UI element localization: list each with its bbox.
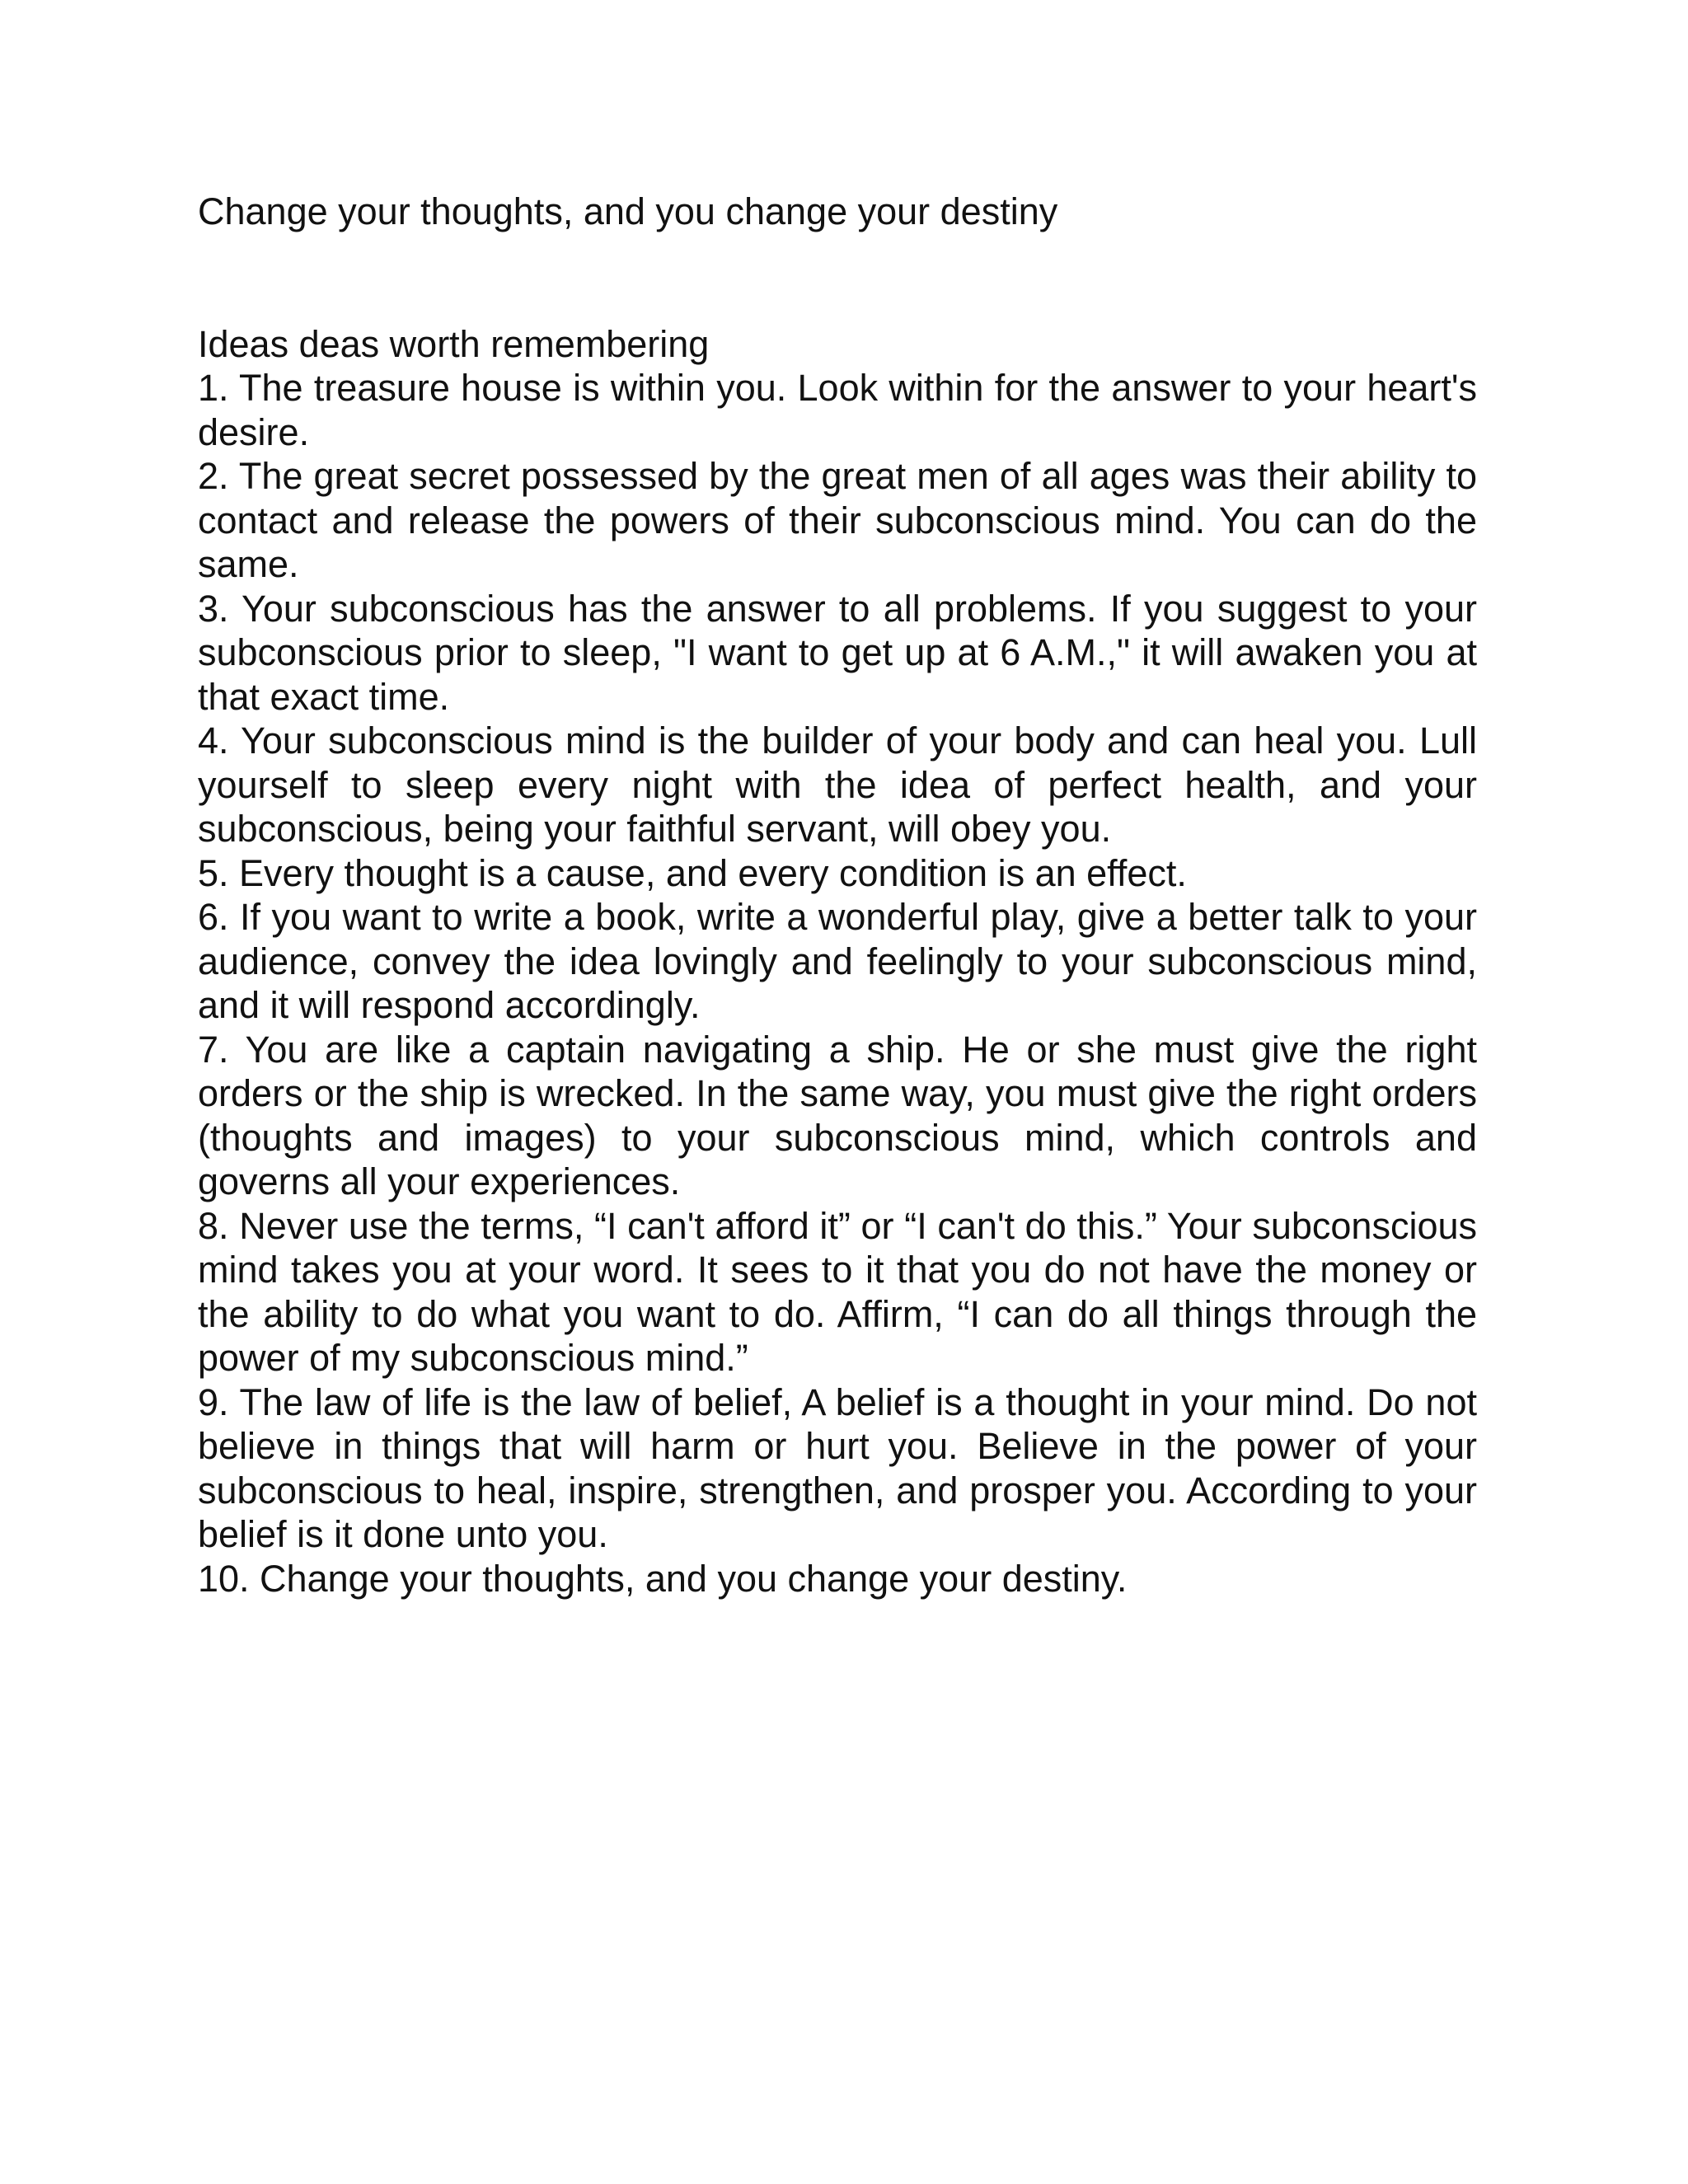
document-title: Change your thoughts, and you change your destiny	[198, 190, 1058, 232]
idea-item-5: 5. Every thought is a cause, and every condition is an effect.	[198, 851, 1187, 894]
idea-item-8: 8. Never use the terms, “I can't afford it” or “I can't do this.” Your subconscious mind takes you at your word. It sees to it that you do not have the money or the ability to do what you want to do. Affirm, “I can do all things through the power of my subconscious mind.”	[198, 1204, 1477, 1379]
idea-item-9: 9. The law of life is the law of belief, A belief is a thought in your mind. Do not believe in things that will harm or hurt you. Believe in the power of your subconscious to heal, inspire, strengthen, and prosper you. According to your belief is it done unto you.	[198, 1380, 1477, 1555]
document-body	[198, 190, 1477, 1601]
idea-item-7: 7. You are like a captain navigating a ship. He or she must give the right orders or the ship is wrecked. In the same way, you must give the right orders (thoughts and images) to your subconscious mind, which controls and governs all your experiences.	[198, 1028, 1477, 1202]
idea-item-2: 2. The great secret possessed by the great men of all ages was their ability to contact and release the powers of their subconscious mind. You can do the same.	[198, 455, 1477, 585]
idea-item-6: 6. If you want to write a book, write a wonderful play, give a better talk to your audience, convey the idea lovingly and feelingly to your subconscious mind, and it will respond accordingly.	[198, 896, 1477, 1026]
idea-item-10: 10. Change your thoughts, and you change your destiny.	[198, 1557, 1128, 1600]
idea-item-1: 1. The treasure house is within you. Look within for the answer to your heart's desire.	[198, 367, 1477, 453]
ideas-list	[198, 366, 1477, 1601]
idea-item-4: 4. Your subconscious mind is the builder of your body and can heal you. Lull yourself to sleep every night with the idea of perfect health, and your subconscious, being your faithful servant, will obey you.	[198, 719, 1477, 850]
idea-item-3: 3. Your subconscious has the answer to all problems. If you suggest to your subconscious prior to sleep, "I want to get up at 6 A.M.," it will awaken you at that exact time.	[198, 587, 1477, 718]
section-heading: Ideas deas worth remembering	[198, 322, 710, 365]
